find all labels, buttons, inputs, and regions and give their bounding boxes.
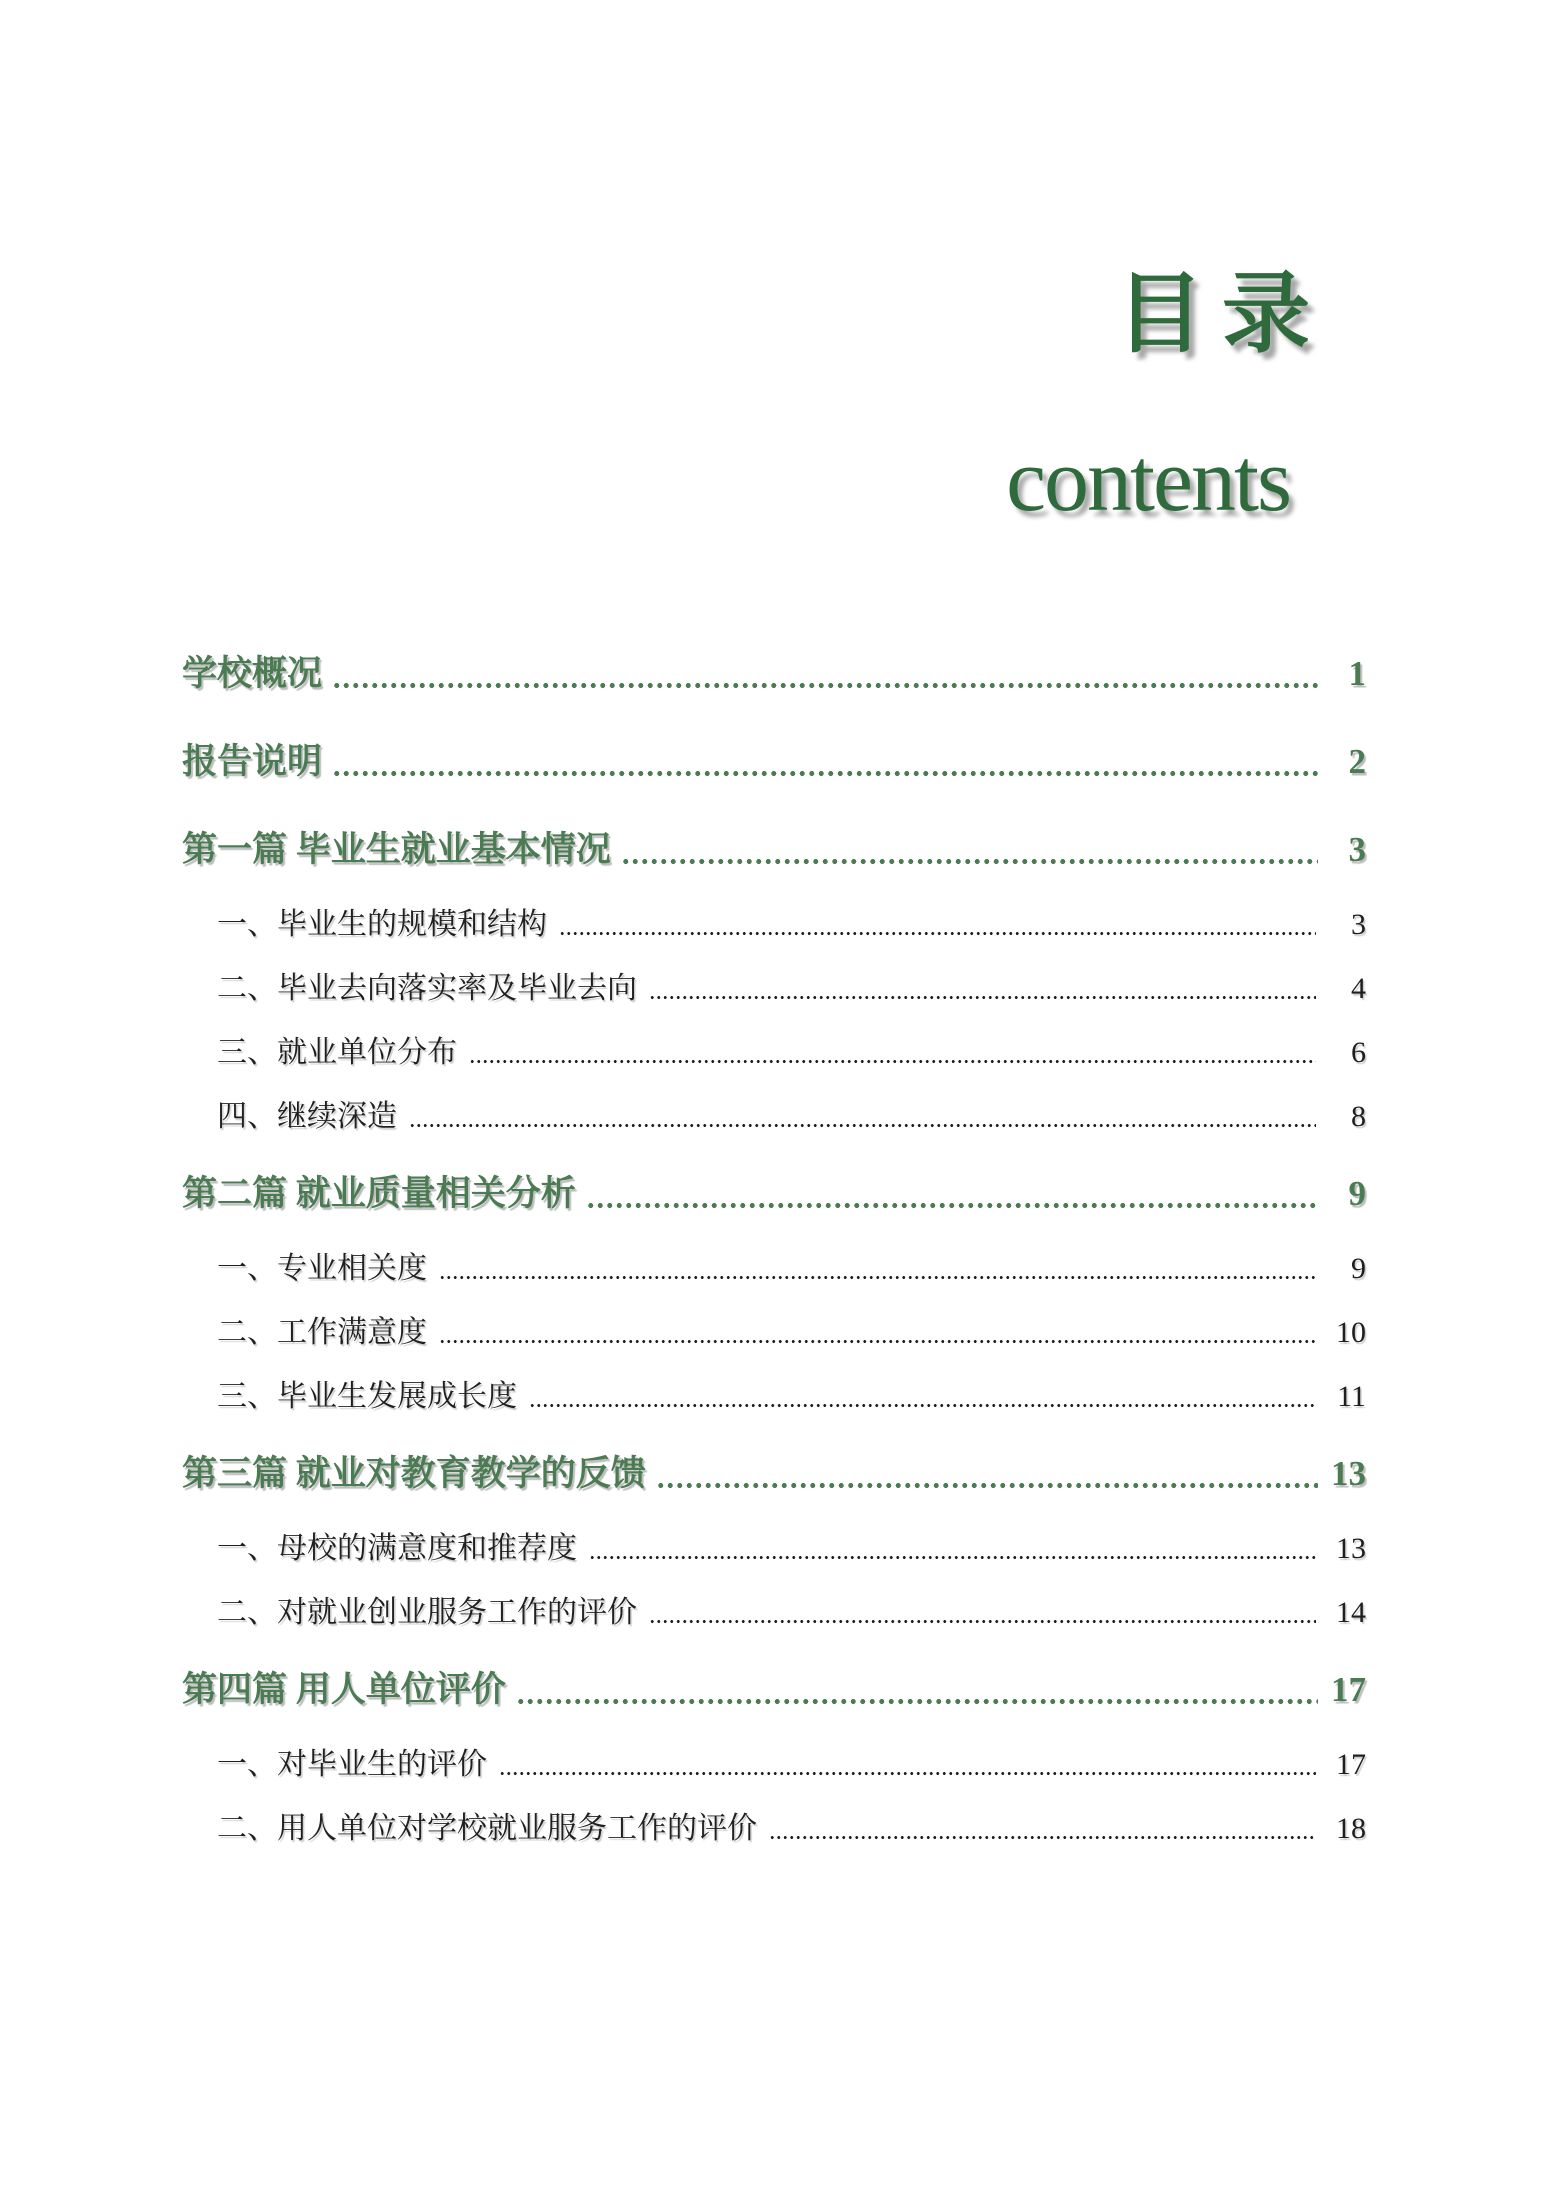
toc-entry-label: 一、对毕业生的评价: [217, 1748, 487, 1781]
toc-page-number: 18: [1336, 1812, 1366, 1845]
toc-entry-school-overview[interactable]: [182, 652, 1366, 696]
toc-entry-report-notes[interactable]: [182, 740, 1366, 784]
toc-entry-label: 第四篇 用人单位评价: [182, 1670, 506, 1709]
page-title-chinese: 目录: [1115, 267, 1328, 364]
dot-leader: [559, 930, 1316, 937]
toc-entry-label: 三、就业单位分布: [217, 1036, 457, 1069]
toc-page-number: 4: [1351, 972, 1366, 1005]
toc-entry-label: 二、毕业去向落实率及毕业去向: [217, 972, 637, 1005]
toc-entry-part1[interactable]: [182, 828, 1366, 872]
toc-entry-part1-sec2[interactable]: [182, 972, 1366, 1006]
dot-leader: [529, 1402, 1316, 1409]
dot-leader: [332, 769, 1318, 778]
toc-entry-part3[interactable]: [182, 1452, 1366, 1496]
toc-page-number: 3: [1348, 830, 1366, 869]
toc-entry-label: 四、继续深造: [217, 1100, 397, 1133]
toc-entry-label: 二、工作满意度: [217, 1316, 427, 1349]
dot-leader: [621, 857, 1318, 866]
dot-leader: [409, 1122, 1316, 1129]
toc-entry-part2-sec1[interactable]: [182, 1252, 1366, 1286]
toc-entry-part2[interactable]: [182, 1172, 1366, 1216]
toc-entry-part2-sec2[interactable]: [182, 1316, 1366, 1350]
toc-page-number: 10: [1336, 1316, 1366, 1349]
toc-entry-part4-sec2[interactable]: [182, 1812, 1366, 1846]
toc-entry-part3-sec2[interactable]: [182, 1596, 1366, 1630]
dot-leader: [516, 1697, 1318, 1706]
toc-entry-label: 二、用人单位对学校就业服务工作的评价: [217, 1812, 757, 1845]
toc-entry-part4[interactable]: [182, 1668, 1366, 1712]
toc-page-number: 6: [1351, 1036, 1366, 1069]
dot-leader: [586, 1201, 1318, 1210]
toc-entry-label: 报告说明: [182, 742, 323, 781]
toc-page-number: 1: [1348, 654, 1366, 693]
toc-page-number: 2: [1348, 742, 1366, 781]
toc-page-number: 14: [1336, 1596, 1366, 1629]
toc-entry-part1-sec3[interactable]: [182, 1036, 1366, 1070]
toc-entry-label: 第二篇 就业质量相关分析: [182, 1174, 576, 1213]
toc-entry-label: 学校概况: [182, 654, 323, 693]
toc-page-number: 8: [1351, 1100, 1366, 1133]
toc-entry-label: 一、母校的满意度和推荐度: [217, 1532, 577, 1565]
dot-leader: [439, 1338, 1316, 1345]
dot-leader: [332, 681, 1318, 690]
toc-entry-part4-sec1[interactable]: [182, 1748, 1366, 1782]
toc-entry-label: 第一篇 毕业生就业基本情况: [182, 830, 611, 869]
toc-page-number: 9: [1351, 1252, 1366, 1285]
toc-page-number: 9: [1348, 1174, 1366, 1213]
dot-leader: [469, 1058, 1316, 1065]
toc-page-number: 17: [1331, 1670, 1366, 1709]
toc-entry-label: 二、对就业创业服务工作的评价: [217, 1596, 637, 1629]
toc-page-number: 11: [1337, 1380, 1366, 1413]
toc-entry-part2-sec3[interactable]: [182, 1380, 1366, 1414]
toc-entry-label: 一、专业相关度: [217, 1252, 427, 1285]
dot-leader: [649, 1618, 1316, 1625]
toc-page-number: 17: [1336, 1748, 1366, 1781]
table-of-contents: [182, 644, 1366, 1876]
toc-page-number: 13: [1336, 1532, 1366, 1565]
dot-leader: [439, 1274, 1316, 1281]
dot-leader: [649, 994, 1316, 1001]
page-title-english: contents: [1006, 431, 1290, 530]
toc-page-number: 13: [1331, 1454, 1366, 1493]
toc-entry-label: 第三篇 就业对教育教学的反馈: [182, 1454, 646, 1493]
dot-leader: [589, 1554, 1316, 1561]
dot-leader: [656, 1481, 1318, 1490]
toc-entry-part3-sec1[interactable]: [182, 1532, 1366, 1566]
dot-leader: [769, 1834, 1316, 1841]
toc-entry-label: 一、毕业生的规模和结构: [217, 908, 547, 941]
toc-entry-label: 三、毕业生发展成长度: [217, 1380, 517, 1413]
dot-leader: [499, 1770, 1316, 1777]
toc-entry-part1-sec1[interactable]: [182, 908, 1366, 942]
toc-page-number: 3: [1351, 908, 1366, 941]
toc-entry-part1-sec4[interactable]: [182, 1100, 1366, 1134]
